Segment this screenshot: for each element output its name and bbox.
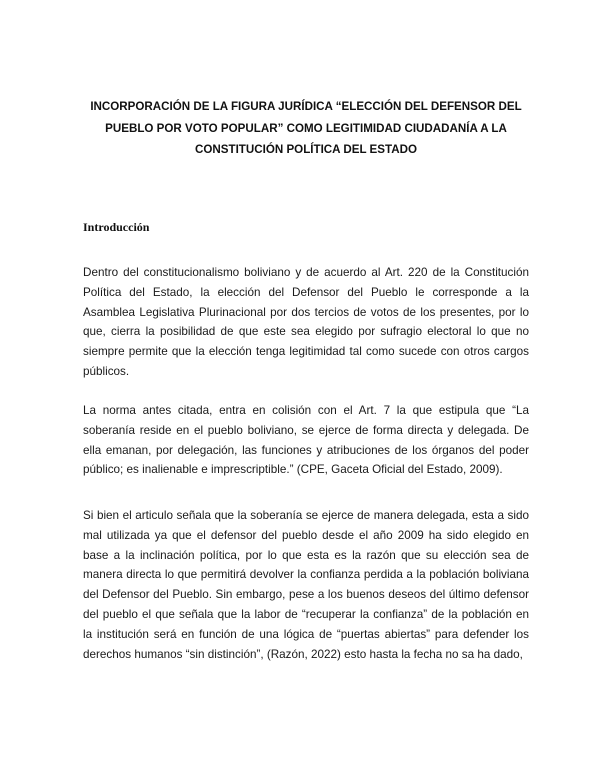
text-line: derechos humanos “sin distinción”, (Razón, 2022) esto hasta la fecha no sa ha dado, xyxy=(83,647,523,661)
text-line: siempre permite que la elección tenga legitimidad tal como sucede con otros cargos xyxy=(83,345,529,359)
text-line: Si bien el articulo señala que la soberanía se ejerce de manera delegada, esta a sido xyxy=(83,509,529,522)
text-line: La norma antes citada, entra en colisión con el Art. 7 la que estipula que “La xyxy=(83,404,529,417)
text-line: del Defensor del Pueblo. Sin embargo, pese a los buenos deseos del último defensor xyxy=(83,588,529,602)
text-line: público; es inalienable e imprescriptible.” (CPE, Gaceta Oficial del Estado, 2009). xyxy=(83,463,503,477)
text-line: que, cierra la posibilidad de que este sea elegido por sufragio electoral lo que no xyxy=(83,325,529,339)
text-line: públicos. xyxy=(83,364,130,378)
paragraph xyxy=(83,401,529,480)
text-line: ella emanan, por delegación, las funciones y atribuciones de los órganos del poder xyxy=(83,443,529,457)
text-line: Asamblea Legislativa Plurinacional por dos tercios de votos de los presentes, por lo xyxy=(83,305,529,319)
text-line: Dentro del constitucionalismo boliviano y de acuerdo al Art. 220 de la Constitución xyxy=(83,266,529,279)
section-heading: Introducción xyxy=(83,220,150,234)
paragraph xyxy=(83,506,529,664)
text-line: Política del Estado, la elección del Defensor del Pueblo le corresponde a la xyxy=(83,285,529,299)
text-line: la institución será en función de una lógica de “puertas abiertas” para defender los xyxy=(83,627,529,641)
paragraph xyxy=(83,263,529,382)
text-line: base a la inclinación política, por lo que esta es la razón que su elección sea de xyxy=(83,548,529,562)
title-line: CONSTITUCIÓN POLÍTICA DEL ESTADO xyxy=(194,143,417,156)
text-line: del pueblo el que señala que la labor de “recuperar la confianza” de la población en xyxy=(83,607,529,621)
text-line: mal utilizada ya que el defensor del pueblo desde el año 2009 ha sido elegido en xyxy=(83,528,529,542)
text-line: soberanía reside en el pueblo boliviano, se ejerce de forma directa y delegada. De xyxy=(83,423,529,437)
title-line: PUEBLO POR VOTO POPULAR” COMO LEGITIMIDAD CIUDADANÍA A LA xyxy=(105,121,507,135)
text-line: manera directa lo que permitirá devolver la confianza perdida a la población boliviana xyxy=(83,568,529,582)
document-title xyxy=(78,96,534,161)
title-line: INCORPORACIÓN DE LA FIGURA JURÍDICA “ELECCIÓN DEL DEFENSOR DEL xyxy=(90,100,522,113)
